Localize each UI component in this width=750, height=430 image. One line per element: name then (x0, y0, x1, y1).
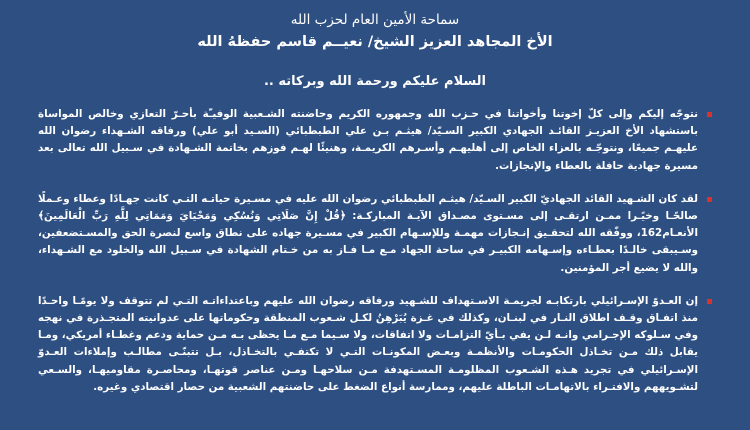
letter-body (38, 106, 712, 396)
paragraph-text: نتوجّه إليكم وإلى كلّ إخوتنا وأخواتنا في حـزب الله وجمهوره الكريم وحاضنته الشـعبية الوفيـّة بأحـرّ التعازي وخالص المواساة باستشهاد الأخ العزيـز القائـد الجهادي الكبير السـيّد/ هيثـم بـن علي الطبطبائي (السـيد أبو علي) ورفاقه الشـهداء رضوان الله عليهـم جميعًا، ونتوجّـه بالعزاء الخاص إلى أهليهـم وأسـرهم الكريمـة، وهنيئًا لهـم فوزهم بخاتمة الشـهادة في سـبيل الله تعالى بعد مسيرة جهادية حافلة بالعطاء والإنجازات. (38, 108, 698, 172)
addressee-title: سماحة الأمين العام لحزب الله (290, 12, 460, 28)
addressee-name: الأخ المجاهد العزيز الشيخ/ نعيــم قاسم حفظهُ الله (197, 34, 553, 50)
paragraph-tribute (38, 191, 712, 277)
bullet-square-icon (707, 112, 712, 117)
bullet-square-icon (707, 197, 712, 202)
paragraph-statement (38, 293, 712, 396)
paragraph-text: لقد كان الشـهيد القائد الجهاديّ الكبير السـيّد/ هيثـم الطبطبائي رضوان الله عليه في مسـيرة حياتـه التـي كانت جهـادًا وعطاء وعـملًا صالحًـا وخيًـرا ممـن ارتقـى إلى مسـتوى مصـداق الآيـة المباركـة: ﴿قُلْ إِنَّ صَلَاتِي وَنُسُكِي وَمَحْيَايَ وَمَمَاتِي لِلَّهِ رَبِّ الْعَالَمِينَ﴾الأنعـام162، ووفّقه الله لتحقـيق إنـجازات مهمـة وللإسـهام الكبير في مسـيرة جهاده على نطاق واسع لنصرة الحق والمسـتضعفين، وسـيبقى خالـدًا بعطـاءه وإسـهامه الكبيـر في ساحة الجهاد مـع مـا فـاز به من خـتام الشهادة في سـبيل الله والخلود مع الشـهداء، والله لا يضيع أجر المؤمنين. (38, 192, 698, 274)
paragraph-text: إن العـدوّ الإسـرائيلي بارتكابـه لجريمـة الاسـتهداف للشـهيد ورفاقه رضوان الله عليهم وباعتداءاتـه التـي لم تتوقف ولا يومًـا واحـدًا منذ اتفـاق وقـف اطلاق النـار في لبنـان، وكذلك في غـزة يُبَرْهِنُ لكـل شـعوب المنطقة وحكوماتها على عدوانيته المتجـذرة في نهجه وفي سـلوكه الإجـرامي وانـه لـن يفي بـأيّ التزامـات ولا اتفاقات، ولا سـيما مـع مـا يحظى بـه مـن حماية ودعم وغطـاء أمريكي، ومـا يقابل ذلك مـن تخـاذل الحكومـات والأنظمـة وبعـض المكونـات التـي لا تكتفـي بالتخـاذل، بـل تتبنّـى مطالـب وإملاءات العـدوّ الإسـرائيلي في تجريد هـذه الشـعوب المظلومـة المسـتهدفة مـن سلاحهـا ومـن عناصر قوتهـا، ومحاصـرة مقاوميهـا، والسـعي لتشـويههم والافتـراء بالاتهامـات الباطلة عليهم، وممارسة أنواع الضغط على حاضنتهم الشعبية من حصار اقتصادي وغيره. (38, 294, 698, 393)
bullet-square-icon (707, 299, 712, 304)
paragraph-condolence (38, 106, 712, 175)
greeting: السلام عليكم ورحمة الله وبركاته .. (263, 74, 487, 89)
